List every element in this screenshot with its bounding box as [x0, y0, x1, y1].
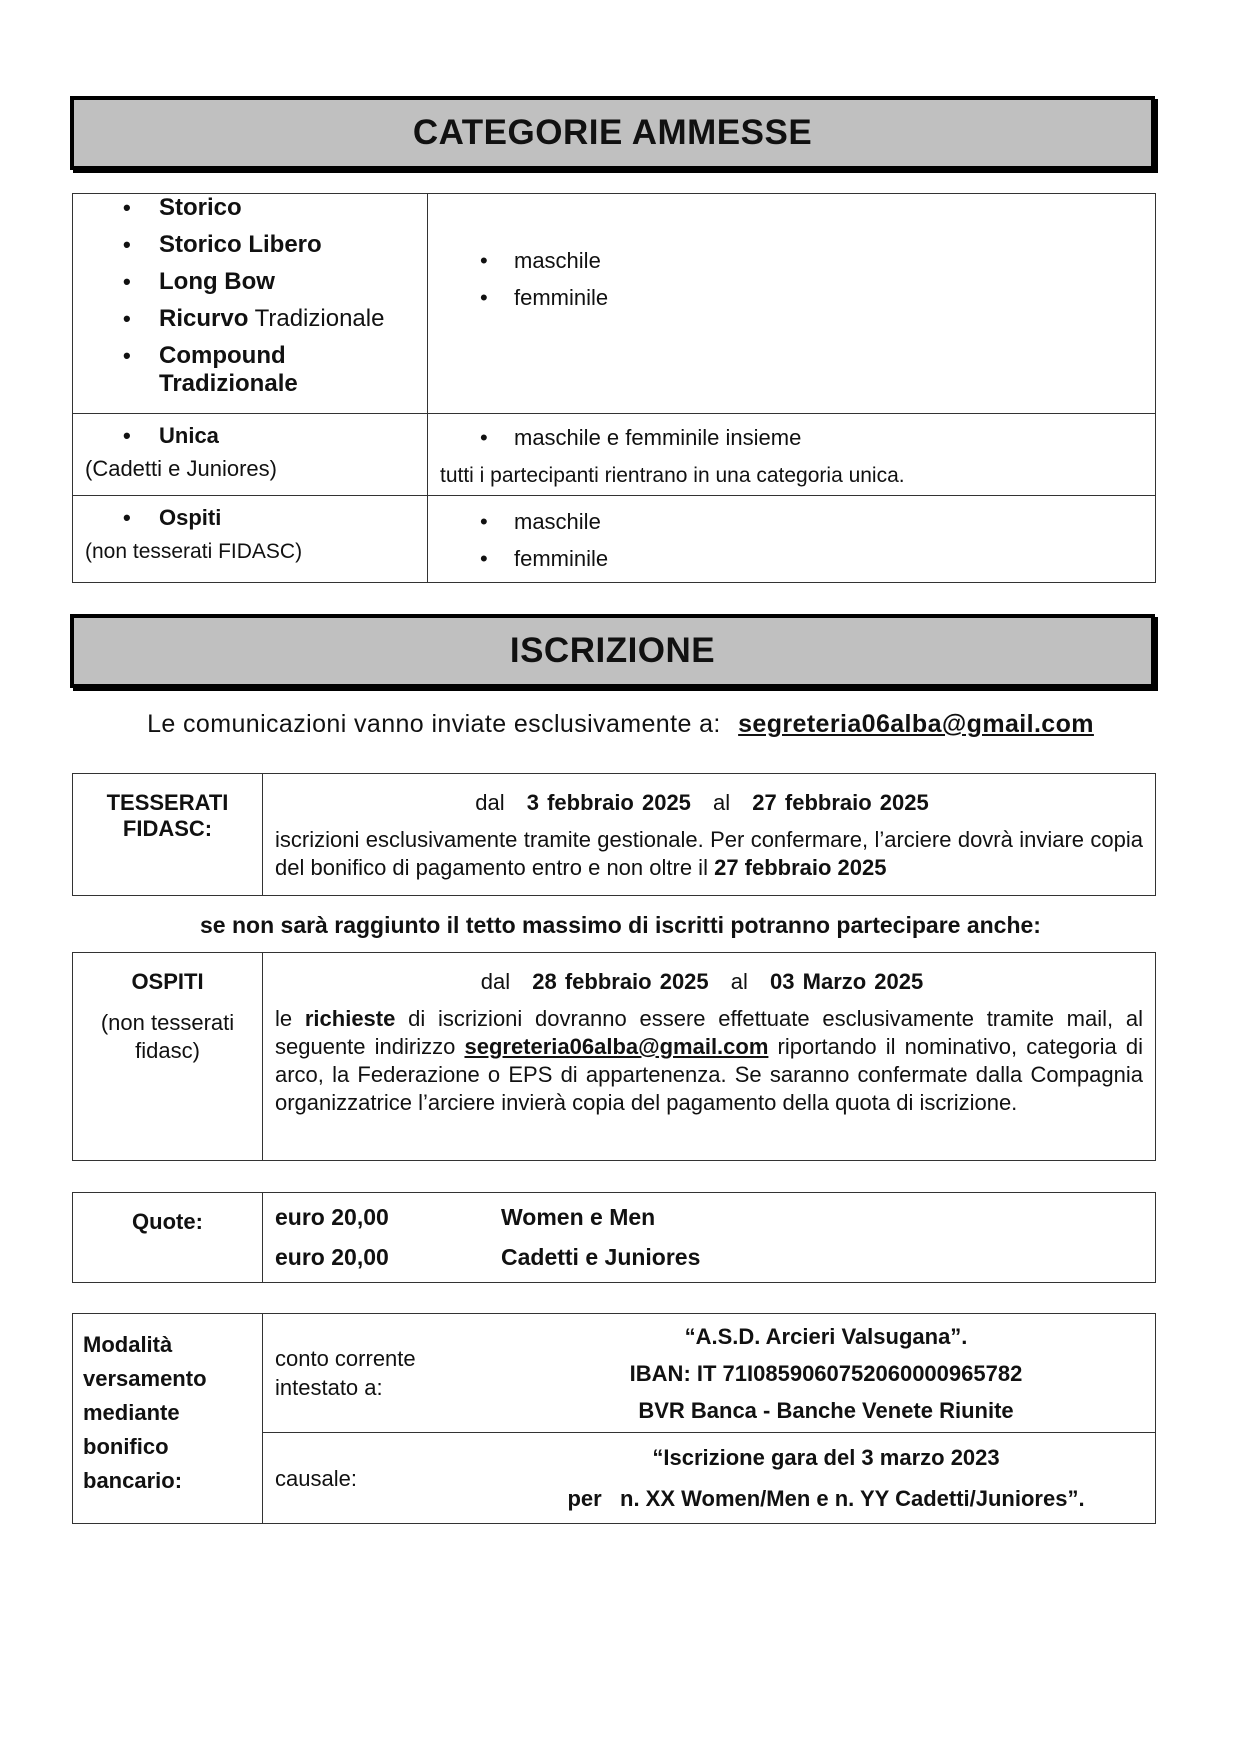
causale-line-1: “Iscrizione gara del 3 marzo 2023	[652, 1445, 1000, 1470]
ospiti-email-link[interactable]: segreteria06alba@gmail.com	[464, 1034, 769, 1059]
table-row	[73, 496, 1156, 583]
tesserati-label: TESSERATI FIDASC:	[73, 774, 263, 896]
categorie-title: CATEGORIE AMMESSE	[70, 96, 1155, 170]
table-row	[73, 774, 1156, 896]
list-item: • Storico Libero	[73, 231, 427, 259]
list-item: • femminile	[428, 545, 1155, 573]
ospiti-label-cell	[73, 953, 263, 1161]
list-item: • Ospiti	[73, 504, 427, 532]
sesso-ospiti	[428, 496, 1156, 583]
causale-line-2: per n. XX Women/Men e n. YY Cadetti/Juniores”.	[567, 1486, 1085, 1511]
conto-label: conto corrente intestato a:	[275, 1346, 416, 1400]
categoria-ospiti	[73, 496, 428, 583]
tesserati-body	[263, 774, 1156, 896]
contact-line	[0, 710, 1241, 739]
conditional-note: se non sarà raggiunto il tetto massimo di iscritti potranno partecipare anche:	[200, 912, 1041, 938]
list-subtitle: (Cadetti e Juniores)	[85, 456, 277, 481]
categorie-table	[72, 193, 1156, 583]
list-subtitle: (non tesserati FIDASC)	[85, 540, 303, 563]
sesso-unica	[428, 414, 1156, 496]
table-row	[73, 414, 1156, 496]
table-row	[73, 1314, 1156, 1433]
causale-label: causale:	[275, 1465, 357, 1491]
banca: BVR Banca - Banche Venete Riunite	[638, 1397, 1014, 1423]
deadline: 27 febbraio 2025	[714, 855, 887, 880]
conto-values	[497, 1318, 1155, 1429]
list-item: • maschile	[428, 247, 1155, 275]
quote-category: Cadetti e Juniores	[501, 1243, 701, 1270]
contact-email-link[interactable]: segreteria06alba@gmail.com	[738, 710, 1094, 738]
ospiti-sub: (non tesserati fidasc)	[100, 1010, 235, 1063]
categorie-list	[73, 194, 428, 414]
tesserati-table	[72, 773, 1156, 896]
quote-label: Quote:	[73, 1193, 263, 1283]
date-from: 28 febbraio 2025	[532, 969, 709, 994]
table-row	[73, 194, 1156, 414]
quote-amount: euro 20,00	[275, 1243, 389, 1270]
iban: IBAN: IT 71I0859060752060000965782	[629, 1360, 1023, 1386]
list-item: • Compound Tradizionale	[73, 342, 349, 398]
sesso-list	[428, 194, 1156, 414]
contact-intro: Le comunicazioni vanno inviate esclusivamente a:	[147, 710, 721, 738]
date-to: 27 febbraio 2025	[752, 790, 929, 815]
ospiti-table	[72, 952, 1156, 1161]
ospiti-body	[263, 953, 1156, 1161]
quote-amount: euro 20,00	[275, 1203, 389, 1230]
list-item: • maschile	[428, 508, 1155, 536]
list-item	[275, 1237, 1143, 1277]
ospiti-text: le richieste di iscrizioni dovranno essere effettuate esclusivamente tramite mail, al seguente indirizzo segreteria06alba@gmail.com riportando il nominativo, categoria di arco, la Federazione o EPS di appartenenza. Se saranno confermate dalla Compagnia organizzatrice l’arciere invierà copia del pagamento della quota di iscrizione.	[275, 1006, 1143, 1115]
list-item: • maschile e femminile insieme	[428, 424, 1155, 452]
pagamento-table	[72, 1313, 1156, 1524]
list-item: • Storico	[73, 194, 427, 222]
date-to: 03 Marzo 2025	[770, 969, 924, 994]
date-from: 3 febbraio 2025	[526, 790, 691, 815]
table-row	[73, 953, 1156, 1161]
quote-table	[72, 1192, 1156, 1283]
quote-values	[263, 1193, 1156, 1283]
table-row	[73, 1193, 1156, 1283]
quote-category: Women e Men	[501, 1203, 656, 1230]
ospiti-dates: dal 28 febbraio 2025 al 03 Marzo 2025	[480, 969, 924, 994]
tesserati-text: iscrizioni esclusivamente tramite gestionale. Per confermare, l’arciere dovrà inviare copia del bonifico di pagamento entro e non oltre il 27 febbraio 2025	[275, 827, 1143, 880]
categoria-unica	[73, 414, 428, 496]
tesserati-dates: dal 3 febbraio 2025 al 27 febbraio 2025	[475, 790, 929, 815]
list-item: • femminile	[428, 284, 1155, 312]
list-item: • Ricurvo Tradizionale	[73, 305, 427, 333]
category-note: tutti i partecipanti rientrano in una categoria unica.	[440, 464, 905, 487]
conto-cell	[263, 1314, 1156, 1433]
causale-cell	[263, 1433, 1156, 1524]
pagamento-label: Modalità versamento mediante bonifico bancario:	[73, 1314, 263, 1524]
intestatario: “A.S.D. Arcieri Valsugana”.	[684, 1323, 968, 1349]
list-item: • Unica	[73, 422, 427, 450]
list-item: • Long Bow	[73, 268, 427, 296]
ospiti-label: OSPITI	[131, 969, 204, 994]
iscrizione-title: ISCRIZIONE	[70, 614, 1155, 688]
list-item	[275, 1197, 1143, 1237]
causale-values	[497, 1437, 1155, 1519]
